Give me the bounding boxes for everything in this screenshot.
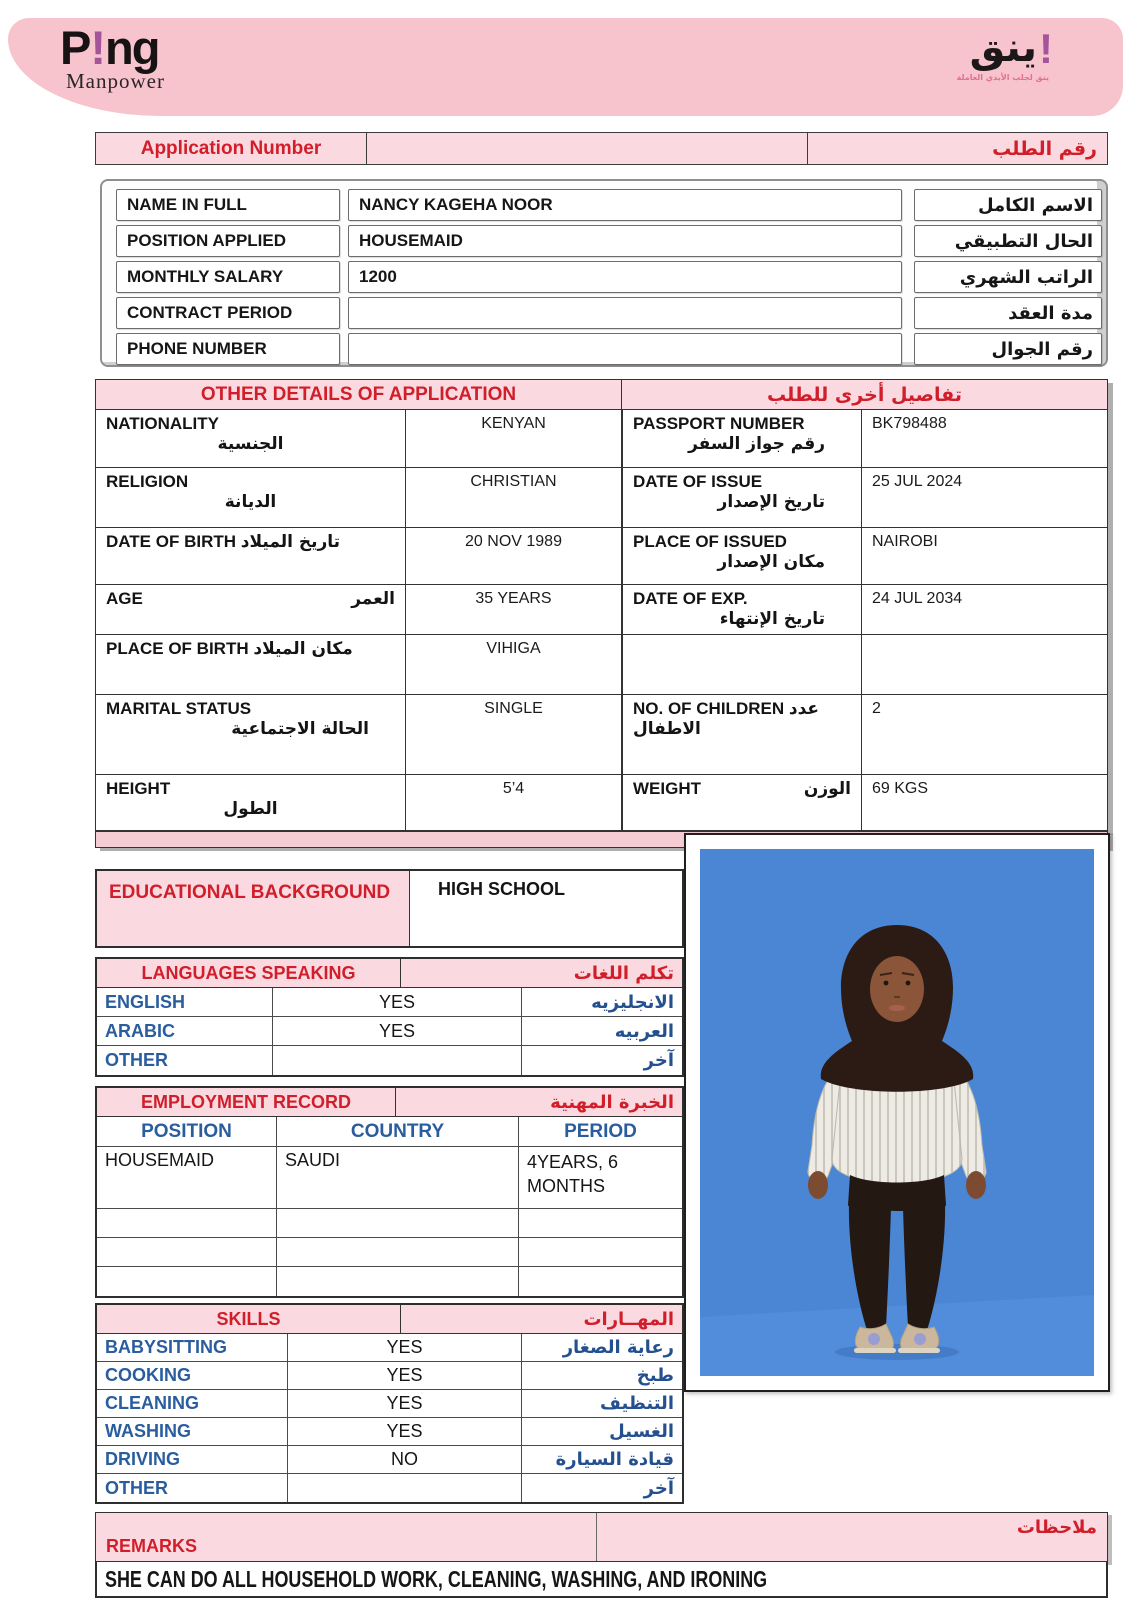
left-shoe-sole: [854, 1348, 896, 1353]
phone-number-value: [348, 333, 902, 365]
cleaning-label: CLEANING: [97, 1390, 288, 1417]
name-in-full-value: NANCY KAGEHA NOOR: [348, 189, 902, 221]
other-language-label: OTHER: [97, 1046, 273, 1075]
employment-column-headers: [97, 1117, 682, 1147]
place-of-birth-label: PLACE OF BIRTH مكان الميلاد: [96, 635, 406, 694]
languages-title: LANGUAGES SPEAKING: [97, 959, 401, 987]
driving-label-arabic: قيادة السيارة: [555, 1449, 674, 1470]
table-row: [97, 988, 682, 1017]
position-column-header: POSITION: [97, 1117, 277, 1146]
religion-label: RELIGION الديانة: [96, 468, 406, 527]
other-details-title: OTHER DETAILS OF APPLICATION: [95, 379, 622, 410]
phone-number-label: PHONE NUMBER: [116, 333, 340, 365]
ping-arabic-logo: [956, 25, 1053, 82]
left-eye: [884, 981, 889, 986]
cooking-label-arabic: طبخ: [636, 1365, 674, 1386]
skills-title-arabic: المهــارات: [583, 1308, 674, 1330]
table-row: [102, 225, 1106, 257]
other-details-table: [95, 379, 1108, 831]
weight-value: 69 KGS: [872, 780, 929, 797]
weight-label: WEIGHT الوزن: [623, 775, 862, 830]
table-row: [97, 1238, 682, 1267]
arabic-label-arabic: العربيه: [614, 1020, 674, 1042]
no-of-children-value: 2: [872, 700, 881, 717]
remarks-value: SHE CAN DO ALL HOUSEHOLD WORK, CLEANING, WASHING, AND IRONING: [105, 1565, 768, 1592]
logo-exclamation-icon: !: [90, 21, 105, 74]
empty-label: [623, 635, 862, 694]
table-row: [622, 775, 1108, 831]
logo-wordmark: [60, 21, 165, 74]
date-of-exp-value: 24 JUL 2034: [872, 590, 963, 607]
languages-header: [97, 959, 682, 988]
application-number-value: [367, 132, 808, 165]
table-row: [97, 1209, 682, 1238]
other-language-value: [273, 1046, 522, 1075]
date-of-birth-value: 20 NOV 1989: [465, 533, 562, 550]
educational-background-label: EDUCATIONAL BACKGROUND: [97, 871, 410, 946]
passport-number-value: BK798488: [872, 415, 947, 432]
skills-table: [95, 1303, 684, 1504]
employment-header: [97, 1088, 682, 1117]
marital-status-label: MARITAL STATUS الحالة الاجتماعية: [96, 695, 406, 774]
mouth: [889, 1005, 905, 1011]
applicant-photo-graphic: [700, 849, 1094, 1376]
table-row: [102, 297, 1106, 329]
marital-status-value: SINGLE: [484, 700, 543, 717]
religion-value: CHRISTIAN: [470, 473, 557, 490]
table-row: [97, 1446, 682, 1474]
arabic-logo-text: ينق: [969, 25, 1037, 71]
logo-letter-p: P: [60, 21, 90, 74]
nationality-value: KENYAN: [481, 415, 546, 432]
remarks-value-row: [95, 1562, 1108, 1598]
logo-letters-ng: ng: [105, 21, 159, 74]
arabic-label: ARABIC: [97, 1017, 273, 1045]
remarks-label-arabic: ملاحظات: [1016, 1517, 1097, 1538]
employment-record-table: [95, 1086, 684, 1298]
table-row: [622, 585, 1108, 635]
table-row: [97, 1334, 682, 1362]
left-hand: [808, 1171, 828, 1199]
table-row: [95, 585, 622, 635]
other-skill-label-arabic: آخر: [643, 1477, 674, 1499]
table-row: [97, 1046, 682, 1075]
employment-title: EMPLOYMENT RECORD: [97, 1088, 396, 1116]
period-column-header: PERIOD: [564, 1120, 637, 1142]
ping-manpower-logo: [60, 21, 165, 94]
english-value: YES: [273, 988, 522, 1016]
languages-speaking-table: [95, 957, 684, 1077]
other-details-title-arabic: تفاصيل أخرى للطلب: [622, 379, 1108, 410]
contract-period-label-arabic: مدة العقد: [914, 297, 1102, 329]
remarks-label: REMARKS: [96, 1513, 597, 1561]
educational-background-value: HIGH SCHOOL: [438, 879, 566, 899]
other-details-header: [95, 379, 1108, 410]
place-of-issued-label: PLACE OF ISSUED مكان الإصدار: [623, 528, 862, 584]
table-row: [95, 468, 622, 528]
left-shoe-accent: [868, 1333, 880, 1345]
contract-period-value: [348, 297, 902, 329]
no-of-children-label: NO. OF CHILDREN عدد الاطفال: [623, 695, 862, 774]
table-row: [95, 695, 622, 775]
employment-country-value: SAUDI: [277, 1147, 519, 1208]
nationality-label: NATIONALITY الجنسية: [96, 410, 406, 467]
position-applied-label: POSITION APPLIED: [116, 225, 340, 257]
contract-period-label: CONTRACT PERIOD: [116, 297, 340, 329]
position-applied-label-arabic: الحال التطبيقي: [914, 225, 1102, 257]
table-row: [95, 410, 622, 468]
table-row: [97, 1390, 682, 1418]
table-row: [97, 1017, 682, 1046]
application-number-label-arabic: رقم الطلب: [808, 132, 1108, 165]
height-value: 5’4: [502, 780, 525, 797]
other-skill-label: OTHER: [97, 1474, 288, 1502]
age-label: AGE العمر: [96, 585, 406, 634]
educational-background-row: [95, 869, 684, 948]
applicant-photo: [684, 833, 1110, 1392]
table-row: [622, 468, 1108, 528]
right-eye: [906, 981, 911, 986]
right-shoe-sole: [898, 1348, 940, 1353]
english-label-arabic: الانجليزيه: [591, 991, 674, 1013]
languages-title-arabic: تكلم اللغات: [573, 962, 674, 984]
header-band: [8, 18, 1123, 116]
other-skill-value: [288, 1474, 522, 1502]
personal-info-table: [100, 179, 1108, 367]
table-row: [95, 528, 622, 585]
arabic-logo-tagline: ينق لجلب الأيدي العاملة: [956, 73, 1049, 82]
name-in-full-label: NAME IN FULL: [116, 189, 340, 221]
right-hand: [966, 1171, 986, 1199]
cleaning-value: YES: [288, 1390, 522, 1417]
remarks-section: [95, 1512, 1108, 1598]
other-language-label-arabic: آخر: [643, 1050, 674, 1071]
position-applied-value: HOUSEMAID: [348, 225, 902, 257]
arabic-logo-wordmark: [957, 25, 1053, 72]
table-row: [95, 635, 622, 695]
babysitting-value: YES: [288, 1334, 522, 1361]
table-row: [102, 333, 1106, 365]
table-row: [97, 1362, 682, 1390]
table-row: [622, 410, 1108, 468]
employment-position-value: HOUSEMAID: [97, 1147, 277, 1208]
employment-title-arabic: الخبرة المهنية: [550, 1091, 674, 1113]
table-row: [102, 261, 1106, 293]
empty-value: [862, 635, 1107, 694]
phone-number-label-arabic: رقم الجوال: [914, 333, 1102, 365]
washing-label: WASHING: [97, 1418, 288, 1445]
table-row: [95, 775, 622, 831]
passport-number-label: PASSPORT NUMBER رقم جواز السفر: [623, 410, 862, 467]
cleaning-label-arabic: التنظيف: [600, 1393, 674, 1414]
driving-value: NO: [288, 1446, 522, 1473]
date-of-issue-value: 25 JUL 2024: [872, 473, 963, 490]
english-label: ENGLISH: [97, 988, 273, 1016]
arabic-logo-exclamation-icon: !: [1039, 25, 1053, 72]
monthly-salary-label: MONTHLY SALARY: [116, 261, 340, 293]
other-details-right-column: [622, 410, 1108, 831]
height-label: HEIGHT الطول: [96, 775, 406, 830]
application-number-label: Application Number: [95, 132, 367, 165]
country-column-header: COUNTRY: [277, 1117, 519, 1146]
table-row: [97, 1267, 682, 1296]
driving-label: DRIVING: [97, 1446, 288, 1473]
place-of-birth-value: VIHIGA: [486, 640, 541, 657]
age-value: 35 YEARS: [475, 590, 552, 607]
table-row: [102, 189, 1106, 221]
remarks-header: [95, 1512, 1108, 1562]
skills-header: [97, 1305, 682, 1334]
application-number-row: [95, 132, 1108, 165]
table-row: [622, 635, 1108, 695]
table-row: [622, 528, 1108, 585]
table-row: [97, 1474, 682, 1502]
table-row: [622, 695, 1108, 775]
place-of-issued-value: NAIROBI: [872, 533, 938, 550]
table-row: [97, 1147, 682, 1209]
skills-title: SKILLS: [97, 1305, 401, 1333]
right-shoe-accent: [914, 1333, 926, 1345]
employment-period-value: 4YEARS, 6 MONTHS: [527, 1152, 619, 1197]
figure-shadow: [835, 1344, 959, 1360]
date-of-birth-label: DATE OF BIRTH تاريخ الميلاد: [96, 528, 406, 584]
face: [870, 956, 924, 1022]
name-in-full-label-arabic: الاسم الكامل: [914, 189, 1102, 221]
cooking-label: COOKING: [97, 1362, 288, 1389]
babysitting-label: BABYSITTING: [97, 1334, 288, 1361]
logo-subtitle: Manpower: [66, 69, 165, 93]
monthly-salary-value: 1200: [348, 261, 902, 293]
date-of-exp-label: DATE OF EXP. تاريخ الإنتهاء: [623, 585, 862, 634]
other-details-left-column: [95, 410, 622, 831]
date-of-issue-label: DATE OF ISSUE تاريخ الإصدار: [623, 468, 862, 527]
table-row: [97, 1418, 682, 1446]
washing-value: YES: [288, 1418, 522, 1445]
babysitting-label-arabic: رعاية الصغار: [562, 1337, 674, 1358]
arabic-value: YES: [273, 1017, 522, 1045]
monthly-salary-label-arabic: الراتب الشهري: [914, 261, 1102, 293]
washing-label-arabic: الغسيل: [609, 1421, 674, 1442]
cooking-value: YES: [288, 1362, 522, 1389]
